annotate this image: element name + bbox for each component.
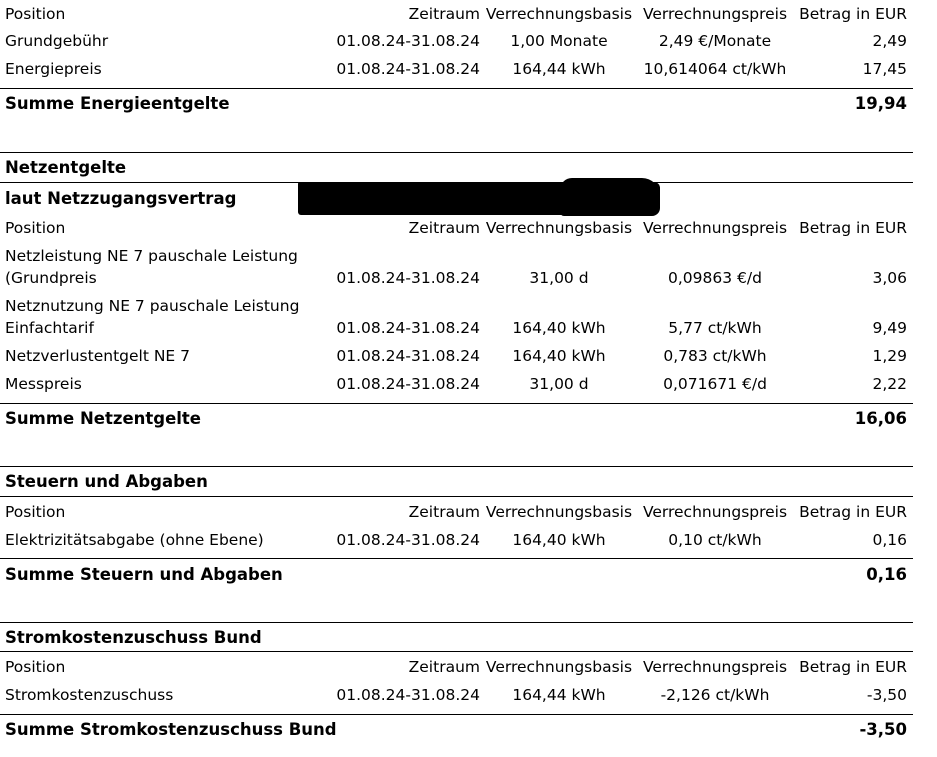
sum-row (0, 90, 937, 118)
cell-zeitraum: 01.08.24-31.08.24 (336, 686, 480, 704)
sum-label: Summe Steuern und Abgaben (5, 565, 283, 584)
cell-position: Elektrizitätsabgabe (ohne Ebene) (5, 531, 264, 549)
divider (0, 466, 913, 467)
cell-betrag: 2,22 (872, 375, 907, 393)
header-position: Position (5, 219, 66, 237)
cell-zeitraum: 01.08.24-31.08.24 (336, 32, 480, 50)
cell-position: Grundgebühr (5, 32, 109, 50)
cell-basis: 164,40 kWh (512, 347, 606, 365)
cell-basis: 164,40 kWh (512, 319, 606, 337)
cell-betrag: 0,16 (872, 531, 907, 549)
cell-betrag: -3,50 (866, 686, 907, 704)
header-preis: Verrechnungspreis (642, 219, 788, 237)
section-title-row (0, 468, 937, 496)
header-position: Position (5, 503, 66, 521)
divider (0, 651, 913, 652)
header-betrag: Betrag in EUR (799, 219, 907, 237)
cell-preis: 0,10 ct/kWh (668, 531, 762, 549)
sum-label: Summe Netzentgelte (5, 409, 202, 428)
cell-betrag: 17,45 (862, 60, 907, 78)
table-row (0, 342, 937, 370)
sum-row (0, 716, 937, 744)
header-betrag: Betrag in EUR (799, 503, 907, 521)
cell-position: Netzleistung NE 7 pauschale Leistung (5, 247, 298, 265)
header-preis: Verrechnungspreis (642, 5, 788, 23)
cell-betrag: 2,49 (872, 32, 907, 50)
section-title: Stromkostenzuschuss Bund (5, 628, 262, 647)
section-subtitle: laut Netzzugangsvertrag (5, 189, 237, 208)
cell-preis: -2,126 ct/kWh (660, 686, 770, 704)
table-row (0, 292, 937, 342)
header-row (0, 498, 937, 526)
divider (0, 714, 913, 715)
cell-zeitraum: 01.08.24-31.08.24 (336, 60, 480, 78)
sum-row (0, 405, 937, 433)
cell-position: Netzverlustentgelt NE 7 (5, 347, 191, 365)
header-betrag: Betrag in EUR (799, 5, 907, 23)
cell-zeitraum: 01.08.24-31.08.24 (336, 319, 480, 337)
header-betrag: Betrag in EUR (799, 658, 907, 676)
table-row (0, 27, 937, 55)
header-row (0, 214, 937, 242)
divider (0, 622, 913, 623)
header-position: Position (5, 5, 66, 23)
header-preis: Verrechnungspreis (642, 658, 788, 676)
cell-preis: 5,77 ct/kWh (668, 319, 762, 337)
header-row (0, 0, 937, 28)
cell-preis: 10,614064 ct/kWh (643, 60, 787, 78)
cell-position: Stromkostenzuschuss (5, 686, 174, 704)
table-row (0, 526, 937, 554)
cell-zeitraum: 01.08.24-31.08.24 (336, 347, 480, 365)
header-zeitraum: Zeitraum (408, 219, 480, 237)
table-row (0, 370, 937, 398)
sum-value: -3,50 (859, 720, 907, 739)
cell-basis: 164,40 kWh (512, 531, 606, 549)
sum-value: 16,06 (854, 409, 907, 428)
sum-value: 0,16 (866, 565, 907, 584)
header-row (0, 653, 937, 681)
cell-zeitraum: 01.08.24-31.08.24 (336, 531, 480, 549)
section-title-row (0, 154, 937, 182)
cell-basis: 1,00 Monate (510, 32, 608, 50)
cell-betrag: 1,29 (872, 347, 907, 365)
table-row (0, 681, 937, 709)
cell-position-continued: Einfachtarif (5, 319, 94, 337)
divider (0, 558, 913, 559)
sum-label: Summe Energieentgelte (5, 94, 230, 113)
header-basis: Verrechnungsbasis (485, 219, 633, 237)
cell-position: Energiepreis (5, 60, 102, 78)
cell-betrag: 3,06 (872, 269, 907, 287)
cell-preis: 0,09863 €/d (668, 269, 762, 287)
cell-basis: 164,44 kWh (512, 60, 606, 78)
header-preis: Verrechnungspreis (642, 503, 788, 521)
divider (0, 496, 913, 497)
cell-zeitraum: 01.08.24-31.08.24 (336, 375, 480, 393)
redaction-mark (560, 178, 660, 216)
header-basis: Verrechnungsbasis (485, 5, 633, 23)
header-basis: Verrechnungsbasis (485, 658, 633, 676)
section-title-row (0, 624, 937, 652)
table-row (0, 55, 937, 83)
sum-row (0, 561, 937, 589)
divider (0, 152, 913, 153)
cell-preis: 2,49 €/Monate (658, 32, 772, 50)
section-title: Steuern und Abgaben (5, 472, 208, 491)
section-title: Netzentgelte (5, 158, 127, 177)
sum-value: 19,94 (854, 94, 907, 113)
divider (0, 403, 913, 404)
cell-preis: 0,783 ct/kWh (663, 347, 767, 365)
header-zeitraum: Zeitraum (408, 658, 480, 676)
cell-basis: 31,00 d (529, 269, 589, 287)
cell-preis: 0,071671 €/d (663, 375, 767, 393)
cell-basis: 164,44 kWh (512, 686, 606, 704)
header-position: Position (5, 658, 66, 676)
table-row (0, 242, 937, 292)
header-zeitraum: Zeitraum (408, 5, 480, 23)
cell-position-continued: (Grundpreis (5, 269, 97, 287)
sum-label: Summe Stromkostenzuschuss Bund (5, 720, 337, 739)
header-basis: Verrechnungsbasis (485, 503, 633, 521)
cell-position: Netznutzung NE 7 pauschale Leistung (5, 297, 300, 315)
cell-basis: 31,00 d (529, 375, 589, 393)
cell-betrag: 9,49 (872, 319, 907, 337)
cell-position: Messpreis (5, 375, 82, 393)
divider (0, 88, 913, 89)
cell-zeitraum: 01.08.24-31.08.24 (336, 269, 480, 287)
header-zeitraum: Zeitraum (408, 503, 480, 521)
